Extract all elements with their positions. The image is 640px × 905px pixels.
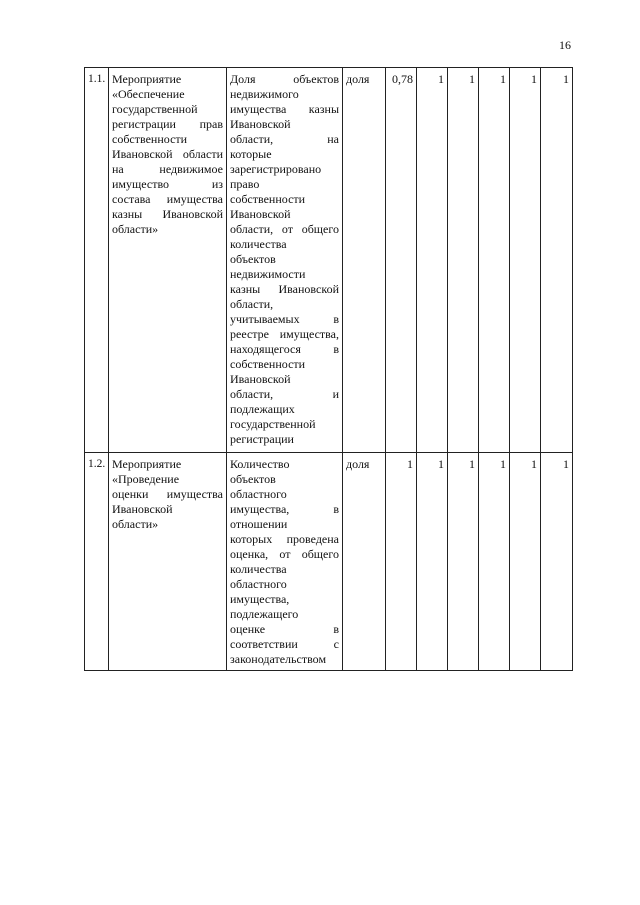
event-text-line: регистрации прав (112, 117, 223, 131)
indicator-text-line: соответствии с (230, 637, 339, 651)
event-text-line: области» (112, 222, 159, 236)
indicator-text-line: недвижимого (230, 87, 299, 101)
indicator-text-line: Ивановской (230, 207, 291, 221)
indicator-text-line: учитываемых в (230, 312, 339, 326)
indicator-text-line: находящегося в (230, 342, 339, 356)
indicator-text-line: регистрации (230, 432, 294, 446)
indicator-text-line: области, от общего (230, 222, 339, 236)
event-text-line: казны Ивановской (112, 207, 223, 221)
event-text-line: Мероприятие (112, 72, 182, 86)
value-cell: 1 (448, 453, 479, 671)
value-cell: 1 (541, 453, 573, 671)
indicator-text-line: имущества, (230, 592, 290, 606)
event-text-line: имущество из (112, 177, 223, 191)
indicator-text-line: собственности (230, 357, 306, 371)
indicator-text-line: оценке в (230, 622, 339, 636)
event-text-line: Ивановской области (112, 147, 223, 161)
program-indicators-table (84, 67, 573, 671)
indicator-text-line: подлежащих (230, 402, 295, 416)
value-cell: 0,78 (386, 68, 417, 453)
value-cell: 1 (448, 68, 479, 453)
value-cell: 1 (417, 453, 448, 671)
indicator-text-line: Доля объектов (230, 72, 339, 86)
value-cell: 1 (386, 453, 417, 671)
indicator-text-line: количества (230, 562, 287, 576)
indicator-text-line: областного (230, 487, 287, 501)
indicator-text-line: области, (230, 297, 274, 311)
indicator-text-line: законодательством (230, 652, 327, 666)
event-text-line: состава имущества (112, 192, 223, 206)
indicator-text-line: области, и (230, 387, 339, 401)
indicator-name-cell (227, 68, 343, 453)
table-row (85, 453, 573, 671)
indicator-text-line: области, на (230, 132, 339, 146)
value-cell: 1 (510, 68, 541, 453)
indicator-text-line: государственной (230, 417, 316, 431)
indicator-text-line: объектов (230, 252, 276, 266)
indicator-text-line: подлежащего (230, 607, 299, 621)
indicator-text-line: областного (230, 577, 287, 591)
indicator-text-line: Количество (230, 457, 290, 471)
indicator-text-line: недвижимости (230, 267, 306, 281)
indicator-text-line: отношении (230, 517, 288, 531)
indicator-text-line: имущества, в (230, 502, 339, 516)
value-cell: 1 (541, 68, 573, 453)
indicator-text-line: зарегистрировано (230, 162, 322, 176)
indicator-name-cell (227, 453, 343, 671)
indicator-text-line: количества (230, 237, 287, 251)
indicator-text-line: имущества казны (230, 102, 339, 116)
indicator-text-line: реестре имущества, (230, 327, 339, 341)
event-text-line: государственной (112, 102, 198, 116)
table-row (85, 68, 573, 453)
event-name-cell (109, 68, 227, 453)
event-name-cell (109, 453, 227, 671)
event-text-line: на недвижимое (112, 162, 223, 176)
event-text-line: собственности (112, 132, 188, 146)
event-text-line: «Обеспечение (112, 87, 185, 101)
indicator-text-line: объектов (230, 472, 276, 486)
row-number: 1.2. (85, 453, 109, 671)
unit-cell: доля (343, 68, 386, 453)
indicator-text-line: которых проведена (230, 532, 339, 546)
event-text-line: Мероприятие (112, 457, 182, 471)
indicator-text-line: право (230, 177, 260, 191)
unit-cell: доля (343, 453, 386, 671)
indicator-text-line: которые (230, 147, 272, 161)
indicator-text-line: собственности (230, 192, 306, 206)
indicator-text-line: оценка, от общего (230, 547, 339, 561)
event-text-line: области» (112, 517, 159, 531)
value-cell: 1 (479, 68, 510, 453)
indicator-text-line: Ивановской (230, 372, 291, 386)
event-text-line: «Проведение (112, 472, 180, 486)
indicator-text-line: казны Ивановской (230, 282, 339, 296)
row-number: 1.1. (85, 68, 109, 453)
value-cell: 1 (510, 453, 541, 671)
event-text-line: Ивановской (112, 502, 173, 516)
value-cell: 1 (479, 453, 510, 671)
event-text-line: оценки имущества (112, 487, 223, 501)
indicator-text-line: Ивановской (230, 117, 291, 131)
value-cell: 1 (417, 68, 448, 453)
page-number: 16 (559, 38, 571, 52)
